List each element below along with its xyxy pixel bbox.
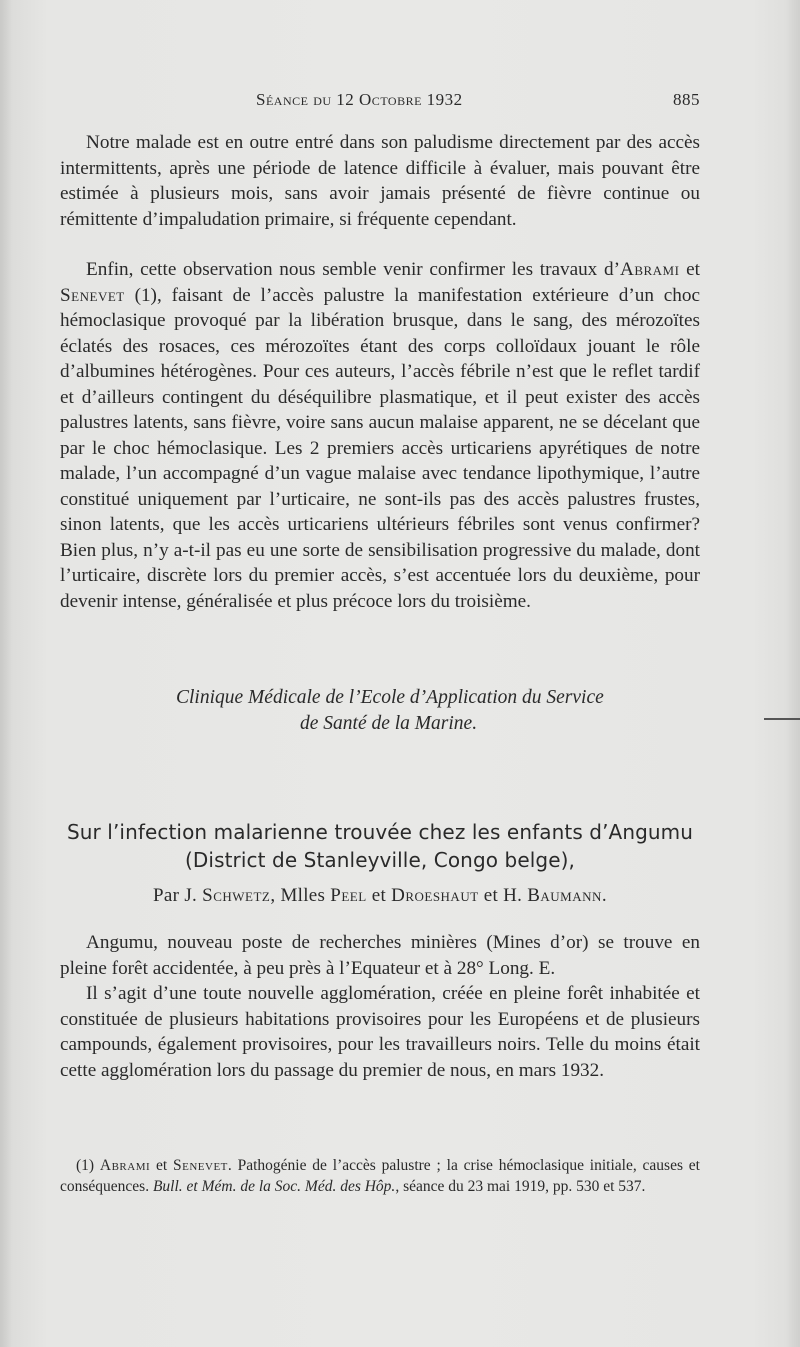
author-name: Baumann <box>527 885 602 906</box>
text-run: et <box>679 259 701 280</box>
paragraph: Il s’agit d’une toute nouvelle agglomération, créée en pleine forêt inhabitée et constituée de plusieurs habitations provisoires pour les Européens et de plusieurs campounds, également provisoires, pour les travailleurs noirs. Telle du moins était cette agglomération lors du passage du premier de nous, en mars 1932. <box>60 983 700 1081</box>
margin-mark <box>764 718 800 720</box>
text-run: et <box>366 885 392 906</box>
text-run: et <box>150 1157 174 1174</box>
page-edge-left <box>0 0 12 1347</box>
running-title: Séance du 12 Octobre 1932 <box>256 90 463 109</box>
text-run: , séance du 23 mai 1919, pp. 530 et 537. <box>395 1178 646 1195</box>
article-title <box>60 818 700 874</box>
article-authors <box>60 885 700 907</box>
paragraph <box>60 257 700 614</box>
footnote-text <box>60 1155 700 1197</box>
text-run: . Pathogénie de l’accès palustre ; la crise hémoclasique initiale, causes et conséquences. <box>60 1157 700 1195</box>
footnote <box>60 1155 700 1197</box>
text-run: (1), faisant de l’accès palustre la manifestation extérieure d’un choc hémoclasique provoqué par la libération brusque, dans le sang, des mérozoïtes éclatés des rosaces, ces mérozoïtes étant des corps colloïdaux jouant le rôle d’albumines hétérogènes. Pour ces auteurs, l’accès fébrile n’est que le reflet tardif et d’ailleurs contingent du déséquilibre plasmatique, et il peut exister des accès palustres latents, sans fièvre, voire sans aucun malaise apparent, ne se décelant que par le choc hémoclasique. Les 2 premiers accès urticariens apyrétiques de notre malade, l’un accompagné d’un vague malaise avec tendance lipothymique, l’autre constitué uniquement par l’urticaire, ne sont-ils pas des accès palustres frustes, sinon latents, que les accès urticariens ultérieurs fébriles sont venus confirmer? Bien plus, n’y a-t-il pas eu une sorte de sensibilisation progressive du malade, dont l’urticaire, discrète lors du premier accès, s’est accentuée lors du deuxième, pour devenir intense, généralisée et plus précoce lors du troisième. <box>60 284 700 612</box>
text-run: , Mlles <box>270 885 331 906</box>
text-run: et H. <box>478 885 528 906</box>
text-run: Par J. <box>153 885 203 906</box>
author-name: Abrami <box>619 259 680 280</box>
title-line: Sur l’infection malarienne trouvée chez les enfants d’Angumu <box>66 820 694 844</box>
page-edge-right <box>786 0 800 1347</box>
signature-line: de Santé de la Marine. <box>300 712 478 734</box>
author-name: Peel <box>330 885 367 906</box>
text-run: Enfin, cette observation nous semble venir confirmer les travaux d’ <box>86 259 620 280</box>
footnote-marker: (1) <box>76 1157 100 1174</box>
author-name: Senevet <box>60 284 125 306</box>
author-name: Abrami <box>99 1157 151 1174</box>
author-name: Schwetz <box>202 885 271 906</box>
article-body <box>60 930 700 1083</box>
title-line: (District de Stanleyville, Congo belge), <box>185 848 575 872</box>
institution-signature <box>60 685 700 736</box>
author-name: Droeshaut <box>391 885 479 906</box>
signature-line: Clinique Médicale de l’Ecole d’Application du Service <box>176 687 604 708</box>
running-header <box>60 88 700 116</box>
journal-name: Bull. et Mém. de la Soc. Méd. des Hôp. <box>152 1178 396 1195</box>
paragraph: Notre malade est en outre entré dans son paludisme directement par des accès intermittents, après une période de latence difficile à évaluer, mais pouvant être estimée à plusieurs mois, sans avoir jamais présenté de fièvre continue ou rémittente d’impaludation primaire, si fréquente cependant. <box>60 132 700 230</box>
page-number: 885 <box>673 90 700 109</box>
previous-article-paragraph-2 <box>60 257 700 614</box>
previous-article-paragraph-1 <box>60 130 700 232</box>
author-name: Senevet <box>173 1157 228 1174</box>
paragraph: Angumu, nouveau poste de recherches minières (Mines d’or) se trouve en pleine forêt accidentée, à peu près à l’Equateur et à 28° Long. E. <box>60 932 700 979</box>
text-run: . <box>601 885 607 906</box>
